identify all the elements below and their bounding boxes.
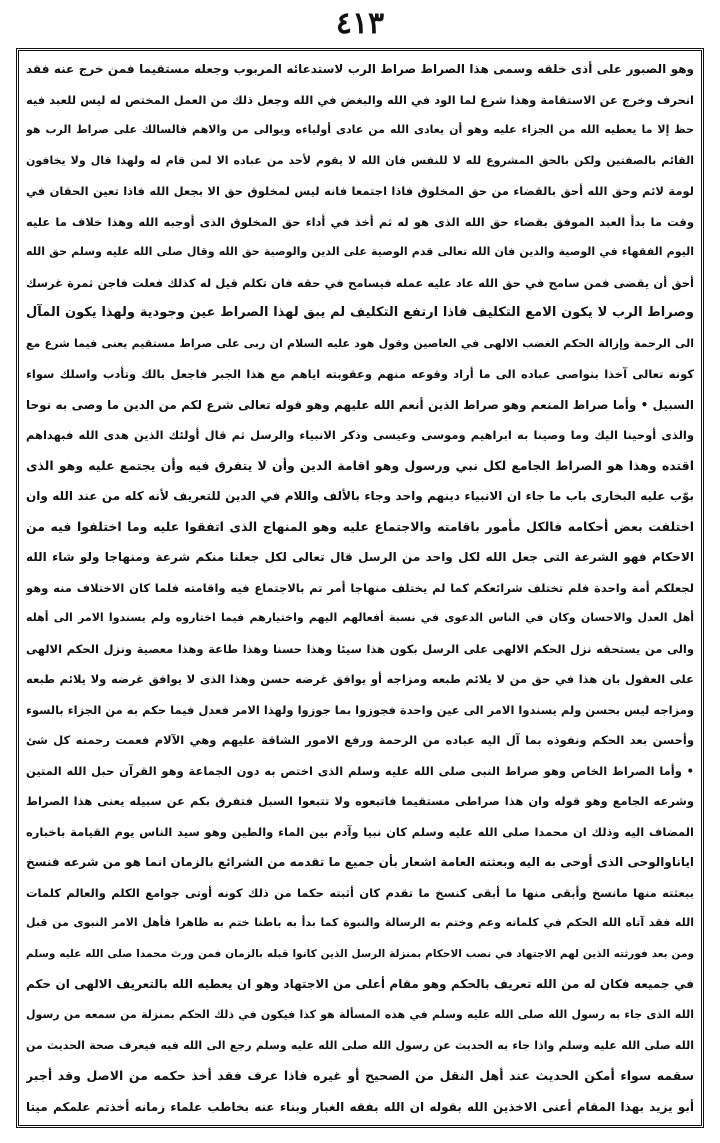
text-line: أحق أن يقضى فمن سامح في حق الله عاد عليه عمله فيسامح في حقه فان تكلم قيل له كذلك فعلت فاجن ثمرة غرسك bbox=[26, 275, 694, 290]
text-line: أبو يزيد بهذا المقام أعنى الاخذين الله بقوله ان الله بفقه الغبار وبناء عنه بخاطب علماء زمانه أخذتم علمكم ميتا bbox=[26, 1099, 694, 1114]
text-line: اياناوالوحى الذى أوحى به اليه وبعثته العامة اشعار بأن جميع ما تقدمه من الشرائع بالزمان انما هو من شرعه فنسخ bbox=[26, 855, 694, 870]
text-line: على العقول بان هذا في حق من لا يلائم طبعه ومزاجه أو يوافق غرضه حسن وهذا الذى لا يوافق غرضه ولا يلائم طبعه bbox=[26, 672, 694, 687]
text-line: • وأما الصراط الخاص وهو صراط النبى صلى الله عليه وسلم الذى اختص به دون الجماعة وهو القرآن حبل الله المتين bbox=[26, 763, 694, 778]
text-line: ومن بعد فورثته الذين لهم الاجتهاد في نصب الاحكام بمنزلة الرسل الذين كانوا قبله بالزمان فمن ورث محمدا صلى الله عليه وسلم bbox=[26, 947, 694, 960]
text-line: في جميعه فكان له من الله تعريف بالحكم وهو مقام أعلى من الاجتهاد وهو ان يعطيه الله بالتعريف الالهى ان حكم bbox=[26, 977, 694, 992]
text-line: الله الذى جاء به رسول الله صلى الله عليه وسلم في هذه المسألة هو كذا فيكون في ذلك الحكم بمنزلة من سمعه من رسول bbox=[26, 1007, 694, 1021]
page-number: ٤١٣ bbox=[335, 6, 385, 41]
text-line: وأحسن بعد الحكم ونفوذه بما آل اليه عباده من الرحمة ورفع الامور الشاقة عليهم وهي الآلام فعمت رحمته كل شئ bbox=[26, 733, 694, 748]
text-line: وصراط الرب لا يكون الامع التكليف فاذا ارتفع التكليف لم يبق لهذا الصراط عين وجودية ولهذا يكون المآل bbox=[26, 305, 694, 321]
text-line: اختلفت بعض أحكامه فالكل مأمور باقامته والاجتماع عليه وهو المنهاج الذى اتفقوا عليه وما اختلفوا فيه من bbox=[26, 518, 694, 534]
text-line: وشرعه الجامع وهو قوله وان هذا صراطى مستقيما فاتبعوه ولا تتبعوا السبل فتفرق بكم عن سبيله يعنى هذا الصراط bbox=[26, 794, 694, 809]
text-line: الاحكام فهو الشرعة التى جعل الله لكل واحد من الرسل قال تعالى لكل جعلنا منكم شرعة ومنهاجا ولو شاء الله bbox=[26, 550, 694, 565]
text-line: لجعلكم أمة واحدة فلم تختلف شرائعكم كما لم يختلف منهاجا أمر تم بالاجتماع فيه واقامته فلما كان الاختلاف منه وهو bbox=[26, 580, 694, 595]
text-line: الله صلى الله عليه وسلم واذا جاء به الحديث عن رسول الله صلى الله عليه وسلم رجع الى الله فيه فيعرف صحة الحديث من bbox=[26, 1038, 694, 1052]
text-line: حظ إلا ما يعطيه الله من الجزاء عليه وهو أن يعادى الله من عادى أولياءه ويوالى من والاهم فالسالك على صراط الرب هو bbox=[26, 123, 694, 137]
text-line: لومة لائم وحق الله أحق بالقضاء من حق المخلوق فاذا اجتمعا فانه ليس لمخلوق حق الا بجعل الله فاذا تعين الحقان في bbox=[26, 184, 694, 199]
text-line: بوّب عليه البخارى باب ما جاء ان الانبياء دينهم واحد وجاء بالألف واللام في الدين للتعريف لأنه كله من عند الله وان bbox=[26, 489, 694, 504]
text-line: الى الرحمة وإزالة الحكم الغضب الالهى في العاصين وقول هود عليه السلام ان ربى على صراط مستقيم يعنى فيما شرع مع bbox=[26, 336, 694, 350]
text-line: والذى أوحينا اليك وما وصينا به ابراهيم وموسى وعيسى وذكر الانبياء والرسل ثم قال أولئك الذين هدى الله فبهداهم bbox=[26, 428, 694, 443]
text-line: ومزاجه ليس بحسن ولم يسندوا الامر الى عين واحدة فجوزوا بما جوزوا ولهذا الامر فعدل فيما حكم به من الجزاء بالسوء bbox=[26, 702, 694, 717]
text-line: سقمه سواء أمكن الحديث عند أهل النقل من الصحيح أو غيره فاذا عرف فقد أخذ حكمه من الاصل وقد أجبر bbox=[26, 1068, 694, 1084]
text-line: انحرف وخرج عن الاستقامة وهذا شرع لما الود في الله والبغض في الله وجعل ذلك من العمل المختص له ليس للعبد فيه bbox=[26, 92, 694, 107]
text-line: المضاف اليه وذلك ان محمدا صلى الله عليه وسلم كان نبيا وآدم بين الماء والطين وهو سيد الناس يوم القيامة باخباره bbox=[26, 824, 694, 839]
text-line: أهل العدل والاحسان وكان في الناس الدعوى في نسبة أفعالهم اليهم واختيارهم فيما اختاروه ولم يسندوا الامر الى أهله bbox=[26, 611, 694, 625]
text-line: وهو الصبور على أذى خلقه وسمى هذا الصراط صراط الرب لاستدعائه المربوب وجعله مستقيما فمن خرج عنه فقد bbox=[26, 62, 694, 76]
text-line: اقتده وهذا هو الصراط الجامع لكل نبي ورسول وهو اقامة الدين وأن لا يتفرق فيه وأن يجتمع عليه وهو الذى bbox=[26, 457, 694, 473]
text-line: الله فقد آتاه الله الحكم في كلماته وعم وختم به الرسالة والنبوة كما بدأ به باطنا ختم به ظاهرا فأهل الامر النبوى من قبل bbox=[26, 916, 694, 930]
text-line: والى من يستحقه نزل الحكم الالهى على الرسل بكون هذا سيئا وهذا حسنا وهذا طاعة وهذا معصية ونزل الحكم الالهى bbox=[26, 641, 694, 656]
text-line: كونه تعالى آخذا بنواصى عباده الى ما أراد وقوعه منهم وعقوبته اياهم مع هذا الجبر فاجعل بالك وتأدب واسلك سواء bbox=[26, 367, 694, 382]
text-line: السبيل • وأما صراط المنعم وهو صراط الذين أنعم الله عليهم وهو قوله تعالى شرع لكم من الدين ما وصى به نوحا bbox=[26, 397, 694, 412]
text-line: ببعثته منها مانسخ وأبقى منها ما أبقى كنسخ ما تقدم كان أثبته حكما من ذلك كونه أوتى جوامع الكلم والعالم كلمات bbox=[26, 885, 694, 900]
text-line: القائم بالصفتين ولكن بالحق المشروع لله لا للنفس فان الله لا يقوم لأحد من عباده الا لمن قام له ولهذا قال ولا يخافون bbox=[26, 153, 694, 167]
text-line: اليوم الفقهاء في الوصية والدين فان الله تعالى قدم الوصية على الدين والوصية حق الله وقال صلى الله عليه وسلم حق الله bbox=[26, 245, 694, 259]
text-body bbox=[26, 54, 694, 1122]
text-line: وقت ما بدأ العبد الموفق بقضاء حق الله الذى هو له ثم أخذ في أداء حق المخلوق الذى أوجبه الله وهذا خلاف ما عليه bbox=[26, 214, 694, 229]
